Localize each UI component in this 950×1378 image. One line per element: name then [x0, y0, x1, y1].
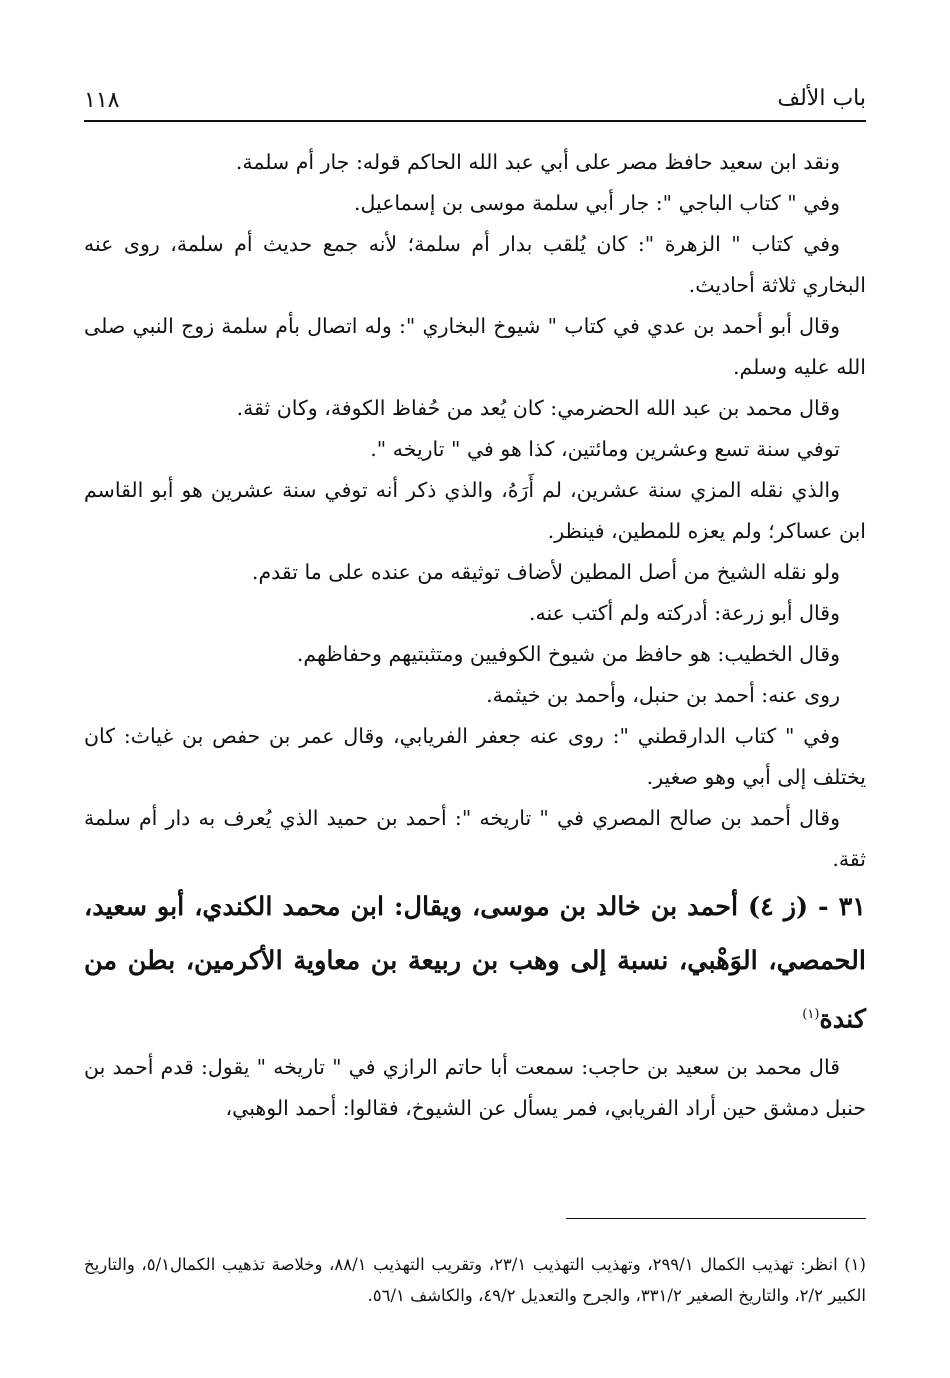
- paragraph: وقال أبو زرعة: أدركته ولم أكتب عنه.: [528, 601, 840, 625]
- main-text: [84, 142, 866, 1129]
- paragraph: وفي كتاب " الزهرة ": كان يُلقب بدار أم سلمة؛ لأنه جمع حديث أم سلمة، روى عنه البخاري ثلاثة أحاديث.: [84, 232, 866, 297]
- paragraph: وفي " كتاب الباجي ": جار أبي سلمة موسى بن إسماعيل.: [353, 191, 840, 215]
- paragraph: والذي نقله المزي سنة عشرين، لم أَرَهُ، والذي ذكر أنه توفي سنة عشرين هو أبو القاسم ابن عساكر؛ ولم يعزه للمطين، فينظر.: [84, 478, 866, 543]
- chapter-title: باب الألف: [777, 86, 866, 111]
- paragraph: وقال الخطيب: هو حافظ من شيوخ الكوفيين ومتثبتيهم وحفاظهم.: [296, 642, 840, 666]
- page-number: ١١٨: [84, 88, 120, 113]
- page-header: [84, 80, 866, 122]
- footnote-marker: (١): [802, 1007, 820, 1022]
- paragraph: وفي " كتاب الدارقطني ": روى عنه جعفر الفريابي، وقال عمر بن حفص بن غياث: كان يختلف إلى أبي وهو صغير.: [84, 724, 866, 789]
- paragraph: توفي سنة تسع وعشرين ومائتين، كذا هو في " تاريخه ".: [370, 437, 840, 461]
- paragraph: وقال محمد بن عبد الله الحضرمي: كان يُعد من حُفاظ الكوفة، وكان ثقة.: [236, 396, 840, 420]
- footnote-divider: [566, 1218, 866, 1219]
- entry-heading-text: ٣١ - (ز ٤) أحمد بن خالد بن موسى، ويقال: ابن محمد الكندي، أبو سعيد، الحمصي، الوَهْبي، نسبة إلى وهب بن ربيعة بن معاوية الأكرمين، بطن من كندة: [84, 892, 866, 1035]
- paragraph: وقال أبو أحمد بن عدي في كتاب " شيوخ البخاري ": وله اتصال بأم سلمة زوج النبي صلى الله عليه وسلم.: [84, 314, 866, 379]
- entry-heading: [84, 880, 866, 1047]
- footnote: (١) انظر: تهذيب الكمال ٢٩٩/١، وتهذيب التهذيب ٢٣/١، وتقريب التهذيب ٨٨/١، وخلاصة تذهيب الكمال٥/١، والتاريخ الكبير ٢/٢، والتاريخ الصغير ٣٣١/٢، والجرح والتعديل ٤٩/٢، والكاشف ٥٦/١.: [84, 1254, 866, 1305]
- paragraph: ونقد ابن سعيد حافظ مصر على أبي عبد الله الحاكم قوله: جار أم سلمة.: [235, 150, 840, 174]
- paragraph: قال محمد بن سعيد بن حاجب: سمعت أبا حاتم الرازي في " تاريخه " يقول: قدم أحمد بن حنبل دمشق حين أراد الفريابي، فمر يسأل عن الشيوخ، فقالوا: أحمد الوهبي،: [84, 1054, 866, 1120]
- paragraph: وقال أحمد بن صالح المصري في " تاريخه ": أحمد بن حميد الذي يُعرف به دار أم سلمة ثقة.: [84, 806, 866, 871]
- paragraph: ولو نقله الشيخ من أصل المطين لأضاف توثيقه من عنده على ما تقدم.: [251, 560, 840, 584]
- paragraph: روى عنه: أحمد بن حنبل، وأحمد بن خيثمة.: [486, 683, 840, 707]
